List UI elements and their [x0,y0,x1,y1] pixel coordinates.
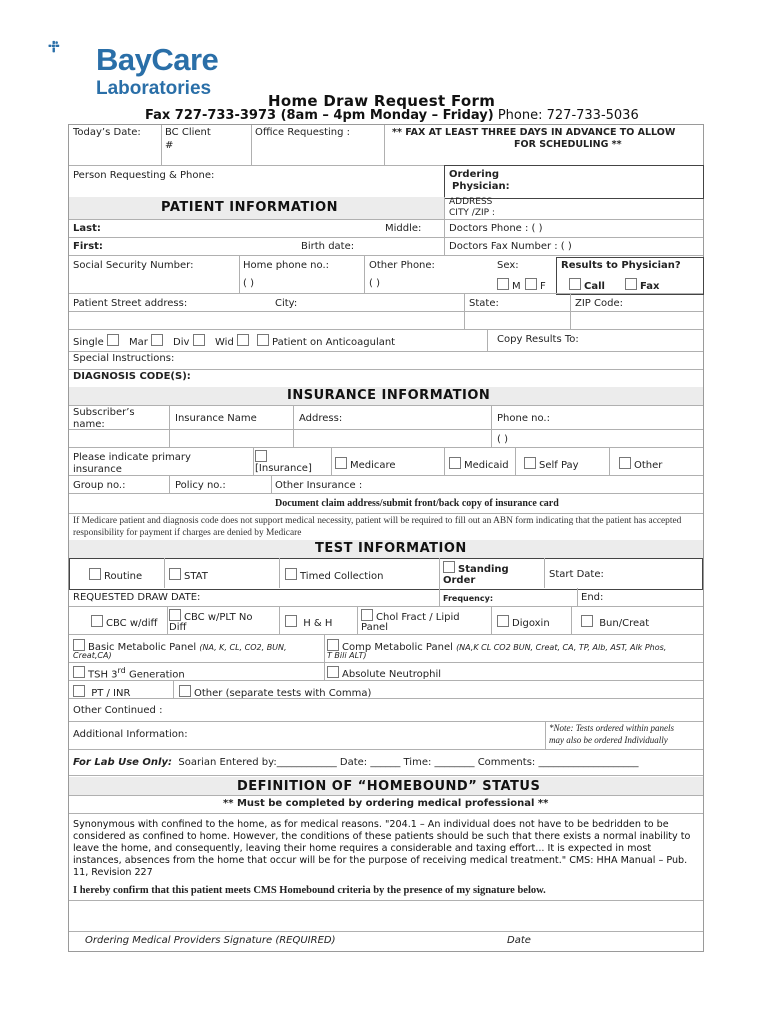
other-ins-checkbox[interactable] [619,457,631,469]
must-complete-note: ** Must be completed by ordering medical professional ** [223,798,549,809]
person-requesting-label: Person Requesting & Phone: [73,170,215,181]
insurance-info-heading: INSURANCE INFORMATION [287,388,491,403]
abs-neutrophil-label: Absolute Neutrophil [342,669,442,680]
cbc-plt-label: CBC w/PLT No [184,612,253,623]
form-title: Home Draw Request Form [268,92,496,110]
end-date-label: End: [581,592,604,603]
standing-order-label-2: Order [443,575,476,586]
anticoagulant-option[interactable] [257,334,395,348]
medicare-label: Medicare [350,460,396,471]
cbc-diff-checkbox[interactable] [91,615,103,627]
additional-info-label: Additional Information: [73,729,188,740]
bc-client-hash: # [165,140,174,151]
signature-label: Ordering Medical Providers Signature (REQUIRED) [85,935,336,946]
cmp-detail-2: T Bili ALT) [327,651,367,660]
start-date-label: Start Date: [549,569,604,580]
digoxin-label: Digoxin [512,618,550,629]
other-phone-label: Other Phone: [369,260,435,271]
sex-f-option[interactable] [525,278,546,292]
panel-note: *Note: Tests ordered within panels [549,723,675,733]
wid-checkbox[interactable] [237,334,249,346]
call-label: Call [584,281,605,292]
timed-checkbox[interactable] [285,568,297,580]
digoxin-option[interactable] [497,615,550,629]
sex-f-label: F [540,281,546,292]
fax-line [145,108,639,123]
call-checkbox[interactable] [569,278,581,290]
fax-advance-note-2: FOR SCHEDULING ** [514,139,622,150]
tsh-label-end: Generation [125,669,185,681]
primary-insurance-label-2: insurance [73,464,122,475]
chol-lipid-option[interactable] [361,609,460,623]
sex-f-checkbox[interactable] [525,278,537,290]
homebound-definition: Synonymous with confined to the home, as for medical reasons. "204.1 – An individual does not have to be bedridden to be considered as confined to home. However, the conditions of these patients should be such that there exists a normal inability to leave the home, and consequently, leaving their home requires a considerable and taxing effort... It is expected in most instances, absences from the home that occur will be for the purpose of receiving medical treatment." CMS: HHA Manual – Pub. 11, Revision 227 [73,819,691,878]
cmp-detail: (NA,K CL CO2 BUN, Creat, CA, TP, Alb, AST, Alk Phos, [456,643,667,652]
chol-lipid-label: Chol Fract / Lipid [376,612,460,623]
todays-date-label: Today’s Date: [73,127,141,138]
subscriber-label: Subscriber’s [73,407,135,418]
address-label: Address: [299,413,343,424]
homebound-heading: DEFINITION OF “HOMEBOUND” STATUS [237,779,541,794]
insurance-checkbox[interactable] [255,450,267,462]
doctors-fax-label: Doctors Fax Number : ( ) [449,241,572,252]
timed-label: Timed Collection [300,571,384,582]
other-insurance-label: Other Insurance : [275,480,363,491]
timed-collection-option[interactable] [285,568,383,582]
marital-div-option[interactable] [173,334,208,348]
standing-order-option[interactable] [443,561,509,575]
ordering-physician-label: Ordering [449,169,500,180]
mar-label: Mar [129,337,148,348]
policy-no-label: Policy no.: [175,480,226,491]
bc-client-label: BC Client [165,127,211,138]
results-fax-option[interactable] [625,278,659,292]
lab-use-text: Soarian Entered by:____________ Date: ______ Time: ________ Comments: ____________________ [178,757,639,768]
h-h-option[interactable] [285,615,332,629]
cmp-option[interactable] [327,639,666,653]
ssn-label: Social Security Number: [73,260,194,271]
medicaid-checkbox[interactable] [449,457,461,469]
street-address-label: Patient Street address: [73,298,188,309]
cmp-label: Comp Metabolic Panel [342,642,453,653]
stat-option[interactable] [169,568,208,582]
sex-label: Sex: [497,260,519,271]
pt-inr-checkbox[interactable] [73,685,85,697]
cmp-checkbox[interactable] [327,639,339,651]
other-continued-label: Other Continued : [73,705,163,716]
patient-info-heading: PATIENT INFORMATION [161,200,339,215]
single-checkbox[interactable] [107,334,119,346]
sex-m-option[interactable] [497,278,521,292]
chol-lipid-checkbox[interactable] [361,609,373,621]
insurance-name-label: Insurance Name [175,413,257,424]
div-checkbox[interactable] [193,334,205,346]
office-requesting-label: Office Requesting : [255,127,350,138]
fax-number: Fax 727-733-3973 (8am – 4pm Monday – Friday) [145,108,494,123]
other-ins-label: Other [634,460,663,471]
self-pay-label: Self Pay [539,460,579,471]
cbc-plt-label-2: Diff [169,622,187,633]
requested-draw-date-label: REQUESTED DRAW DATE: [73,592,201,603]
birth-date-label: Birth date: [301,241,355,252]
panel-note-2: may also be ordered Individually [549,735,668,745]
zip-code-label: ZIP Code: [575,298,623,309]
single-label: Single [73,337,104,348]
wid-label: Wid [215,337,234,348]
stat-label: STAT [184,571,208,582]
anticoagulant-checkbox[interactable] [257,334,269,346]
sex-m-checkbox[interactable] [497,278,509,290]
h-h-checkbox[interactable] [285,615,297,627]
bmp-label: Basic Metabolic Panel [88,642,197,653]
subscriber-label-2: name: [73,419,105,430]
bun-creat-option[interactable] [581,615,649,629]
last-name-label: Last: [73,223,101,234]
marital-wid-option[interactable] [215,334,252,348]
cbc-diff-option[interactable] [91,615,157,629]
lab-use-label: For Lab Use Only: [73,757,172,768]
insurance-placeholder[interactable] [255,450,270,464]
special-instructions-label: Special Instructions: [73,353,175,364]
phone-number: Phone: 727-733-5036 [497,108,639,123]
logo-brand-name: BayCare [96,42,219,77]
other-tests-option[interactable] [179,685,371,699]
city-label: City: [275,298,298,309]
logo-subtitle: Laboratories [96,78,212,99]
results-call-option[interactable] [569,278,605,292]
abs-neutrophil-checkbox[interactable] [327,666,339,678]
lab-use-row [73,757,638,768]
other-ins-option[interactable] [619,457,662,471]
self-pay-checkbox[interactable] [524,457,536,469]
bmp-checkbox[interactable] [73,639,85,651]
signature-date-label: Date [507,935,531,946]
abn-note: If Medicare patient and diagnosis code does not support medical necessity, patient will be required to fill out an ABN form indicating that the patient has accepted responsibility for payment if charges are denied by Medicare [73,516,682,538]
medicare-checkbox[interactable] [335,457,347,469]
bmp-detail-2: Creat,CA) [73,651,112,660]
baycare-cross-logo-icon [48,26,96,76]
results-to-physician-label: Results to Physician? [561,260,681,271]
medicaid-option[interactable] [449,457,509,471]
self-pay-option[interactable] [524,457,579,471]
medicare-option[interactable] [335,457,396,471]
anticoagulant-label: Patient on Anticoagulant [272,337,396,348]
standing-order-checkbox[interactable] [443,561,455,573]
digoxin-checkbox[interactable] [497,615,509,627]
group-no-label: Group no.: [73,480,126,491]
mar-checkbox[interactable] [151,334,163,346]
other-phone-parens: ( ) [369,278,380,289]
other-tests-checkbox[interactable] [179,685,191,697]
sex-m-label: M [512,281,521,292]
cbc-plt-option[interactable] [169,609,253,623]
tsh-label: TSH 3 [88,669,118,681]
primary-insurance-label: Please indicate primary [73,452,191,463]
routine-checkbox[interactable] [89,568,101,580]
h-h-label: H & H [303,618,333,629]
home-phone-label: Home phone no.: [243,260,330,271]
marital-single-option[interactable] [73,334,122,348]
ins-phone-parens: ( ) [497,434,508,445]
stat-checkbox[interactable] [169,568,181,580]
pt-inr-option[interactable] [73,685,130,699]
pt-inr-label: PT / INR [91,688,131,699]
cbc-plt-checkbox[interactable] [169,609,181,621]
bmp-detail: (NA, K, CL, CO2, BUN, [199,643,287,652]
middle-name-label: Middle: [385,223,422,234]
cbc-diff-label: CBC w/diff [106,618,158,629]
other-tests-label: Other (separate tests with Comma) [194,688,372,699]
home-phone-parens: ( ) [243,278,254,289]
address-label: ADDRESS [449,197,493,207]
routine-option[interactable] [89,568,142,582]
marital-mar-option[interactable] [129,334,166,348]
frequency-label: Frequency: [443,594,494,603]
insurance-box-label: [Insurance] [255,463,312,474]
fax-advance-note: ** FAX AT LEAST THREE DAYS IN ADVANCE TO ALLOW [392,127,676,138]
standing-label: Standing [458,564,509,575]
request-form [68,124,704,952]
tsh-sup: rd [117,666,126,675]
document-claim-note: Document claim address/submit front/back copy of insurance card [275,498,559,509]
ordering-physician-label-2: Physician: [452,181,510,192]
test-info-heading: TEST INFORMATION [315,541,467,556]
ins-phone-label: Phone no.: [497,413,550,424]
first-name-label: First: [73,241,103,252]
abs-neutrophil-option[interactable] [327,666,441,680]
doctors-phone-label: Doctors Phone : ( ) [449,223,543,234]
routine-label: Routine [104,571,143,582]
chol-lipid-label-2: Panel [361,622,388,633]
tsh-checkbox[interactable] [73,666,85,678]
diagnosis-codes-label: DIAGNOSIS CODE(S): [73,371,191,382]
copy-results-label: Copy Results To: [497,334,579,345]
fax-label: Fax [640,281,660,292]
bun-creat-checkbox[interactable] [581,615,593,627]
fax-checkbox[interactable] [625,278,637,290]
bun-creat-label: Bun/Creat [599,618,650,629]
confirm-statement: I hereby confirm that this patient meets CMS Homebound criteria by the presence of my signature below. [73,885,546,896]
city-zip-label: CITY /ZIP : [449,208,495,218]
tsh-option[interactable] [73,666,185,680]
state-label: State: [469,298,499,309]
div-label: Div [173,337,190,348]
medicaid-label: Medicaid [464,460,509,471]
